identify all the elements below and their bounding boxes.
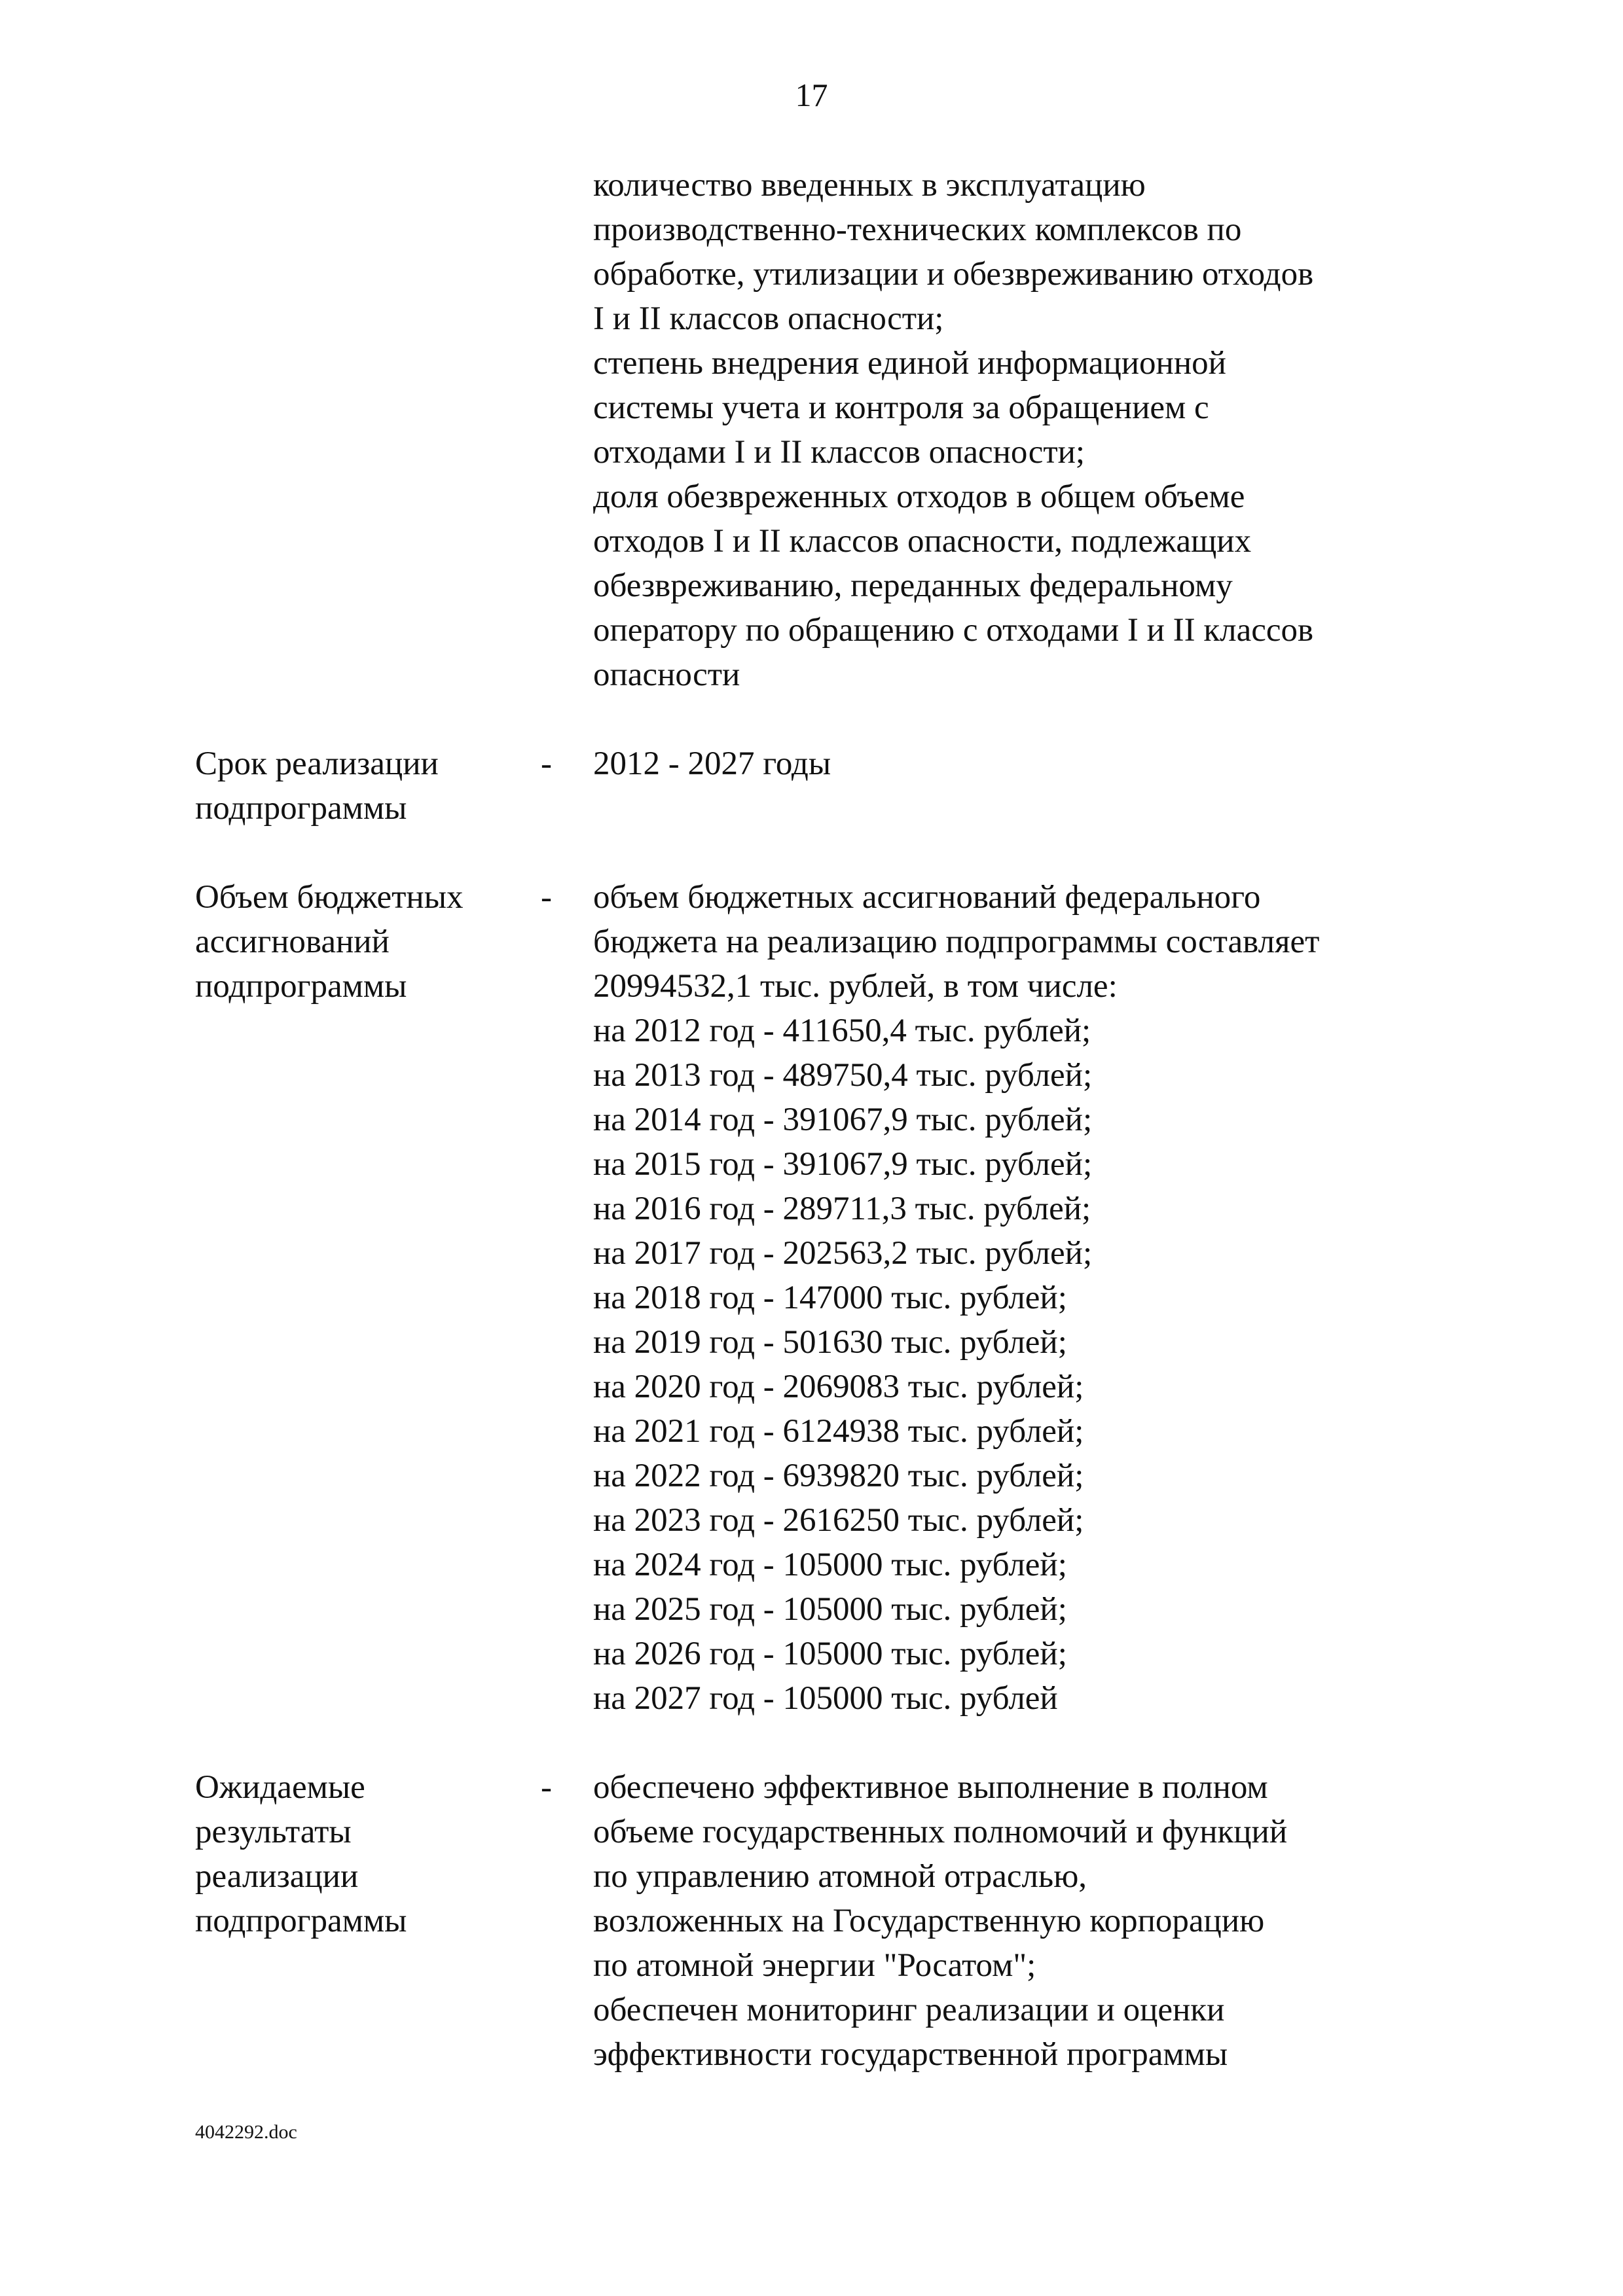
budget-year-line: на 2017 год - 202563,2 тыс. рублей; — [593, 1235, 1093, 1272]
section-budget-label: подпрограммы — [195, 968, 407, 1005]
section-results-label: результаты — [195, 1814, 352, 1850]
section-budget-dash: - — [541, 879, 552, 916]
intro-line: системы учета и контроля за обращением с — [593, 389, 1209, 426]
results-line: эффективности государственной программы — [593, 2036, 1228, 2073]
section-term-label: Срок реализации — [195, 745, 439, 782]
footer-filename: 4042292.doc — [195, 2121, 297, 2143]
results-line: обеспечен мониторинг реализации и оценки — [593, 1992, 1225, 2028]
budget-year-line: на 2027 год - 105000 тыс. рублей — [593, 1680, 1058, 1717]
budget-year-line: на 2018 год - 147000 тыс. рублей; — [593, 1280, 1067, 1316]
budget-line: 20994532,1 тыс. рублей, в том числе: — [593, 968, 1118, 1005]
budget-year-line: на 2021 год - 6124938 тыс. рублей; — [593, 1413, 1084, 1450]
budget-year-line: на 2023 год - 2616250 тыс. рублей; — [593, 1502, 1084, 1539]
budget-year-line: на 2016 год - 289711,3 тыс. рублей; — [593, 1191, 1091, 1227]
budget-year-line: на 2020 год - 2069083 тыс. рублей; — [593, 1369, 1084, 1405]
intro-line: степень внедрения единой информационной — [593, 345, 1226, 382]
page-number: 17 — [795, 77, 828, 113]
section-results-dash: - — [541, 1769, 552, 1806]
results-line: по управлению атомной отраслью, — [593, 1858, 1087, 1895]
intro-line: производственно-технических комплексов по — [593, 211, 1242, 248]
budget-line: объем бюджетных ассигнований федерального — [593, 879, 1261, 916]
section-term-dash: - — [541, 745, 552, 782]
intro-line: доля обезвреженных отходов в общем объеме — [593, 478, 1245, 515]
section-results-label: Ожидаемые — [195, 1769, 365, 1806]
section-results-label: подпрограммы — [195, 1903, 407, 1939]
section-term-value: 2012 - 2027 годы — [593, 745, 831, 782]
budget-year-line: на 2025 год - 105000 тыс. рублей; — [593, 1591, 1067, 1628]
section-results-label: реализации — [195, 1858, 359, 1895]
intro-line: оператору по обращению с отходами I и II классов — [593, 612, 1314, 649]
budget-year-line: на 2022 год - 6939820 тыс. рублей; — [593, 1458, 1084, 1494]
results-line: объеме государственных полномочий и функций — [593, 1814, 1288, 1850]
intro-line: опасности — [593, 656, 740, 693]
intro-line: I и II классов опасности; — [593, 300, 944, 337]
budget-year-line: на 2014 год - 391067,9 тыс. рублей; — [593, 1102, 1093, 1138]
intro-line: обработке, утилизации и обезвреживанию отходов — [593, 256, 1314, 293]
intro-line: обезвреживанию, переданных федеральному — [593, 567, 1233, 604]
intro-line: количество введенных в эксплуатацию — [593, 167, 1146, 204]
budget-year-line: на 2026 год - 105000 тыс. рублей; — [593, 1636, 1067, 1672]
section-budget-label: Объем бюджетных — [195, 879, 464, 916]
results-line: возложенных на Государственную корпорацию — [593, 1903, 1265, 1939]
intro-line: отходов I и II классов опасности, подлежащих — [593, 523, 1252, 560]
budget-line: бюджета на реализацию подпрограммы составляет — [593, 924, 1320, 960]
budget-year-line: на 2019 год - 501630 тыс. рублей; — [593, 1324, 1067, 1361]
budget-year-line: на 2015 год - 391067,9 тыс. рублей; — [593, 1146, 1093, 1183]
budget-year-line: на 2012 год - 411650,4 тыс. рублей; — [593, 1013, 1091, 1049]
budget-year-line: на 2024 год - 105000 тыс. рублей; — [593, 1547, 1067, 1583]
section-term-label: подпрограммы — [195, 790, 407, 827]
section-budget-label: ассигнований — [195, 924, 390, 960]
results-line: обеспечено эффективное выполнение в полном — [593, 1769, 1268, 1806]
results-line: по атомной энергии "Росатом"; — [593, 1947, 1036, 1984]
budget-year-line: на 2013 год - 489750,4 тыс. рублей; — [593, 1057, 1093, 1094]
intro-line: отходами I и II классов опасности; — [593, 434, 1085, 471]
